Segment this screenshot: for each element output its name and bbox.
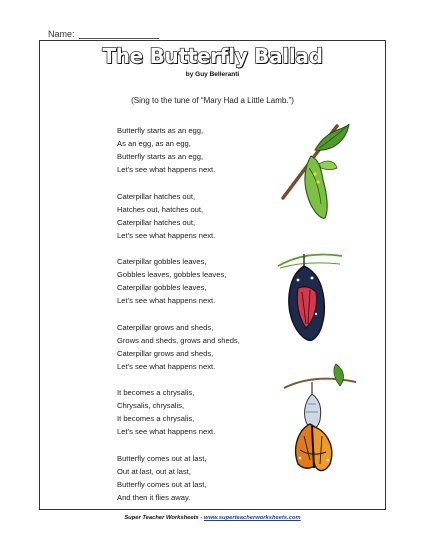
verse-line: As an egg, as an egg, xyxy=(117,139,191,148)
footer-url-link[interactable]: www.superteacherworksheets.com xyxy=(203,515,301,521)
footer-brand: Super Teacher Worksheets xyxy=(124,515,199,521)
verse-line: Butterfly starts as an egg, xyxy=(117,152,204,161)
verse xyxy=(117,124,297,176)
verse-line: Butterfly comes out at last, xyxy=(117,453,207,463)
verse-line: Hatches out, hatches out, xyxy=(117,204,204,214)
verse-line: Chrysalis, chrysalis, xyxy=(117,401,185,410)
verse xyxy=(117,386,297,438)
verses xyxy=(117,124,297,517)
verse-line: Out at last, out at last, xyxy=(117,466,191,476)
emerging-butterfly-illustration xyxy=(282,360,362,490)
dark-chrysalis-illustration xyxy=(276,232,346,352)
verse-line: Butterfly comes out at last, xyxy=(117,479,207,489)
verse-line: Caterpillar gobbles leaves, xyxy=(117,257,207,266)
green-chrysalis-illustration xyxy=(275,118,355,228)
verse-line: Caterpillar hatches out, xyxy=(117,217,196,227)
verse-line: Caterpillar hatches out, xyxy=(117,191,196,201)
verse-line: Let’s see what happens next. xyxy=(117,230,216,240)
verse-line: Butterfly starts as an egg, xyxy=(117,126,204,135)
footer-separator: - xyxy=(198,515,204,521)
verse-line: Gobbles leaves, gobbles leaves, xyxy=(117,270,227,279)
verse xyxy=(117,452,297,504)
verse-line: Caterpillar gobbles leaves, xyxy=(117,283,207,292)
verse-line: Let’s see what happens next. xyxy=(117,165,216,174)
name-field xyxy=(48,29,159,39)
verse xyxy=(117,321,297,373)
verse-line: Let’s see what happens next. xyxy=(117,361,216,371)
name-label: Name: xyxy=(48,29,75,39)
verse xyxy=(117,255,297,307)
verse-line: And then it flies away. xyxy=(117,492,191,502)
tune-note: (Sing to the tune of “Mary Had a Little Lamb.”) xyxy=(131,96,294,105)
page-title: The Butterfly Ballad xyxy=(102,44,323,68)
footer xyxy=(0,515,425,521)
verse-line: Caterpillar grows and sheds, xyxy=(117,348,214,358)
name-blank-line[interactable] xyxy=(79,29,159,39)
verse-line: Caterpillar grows and sheds, xyxy=(117,322,214,332)
verse-line: Let’s see what happens next. xyxy=(117,296,216,305)
verse-line: It becomes a chrysalis, xyxy=(117,414,195,423)
verse xyxy=(117,190,297,242)
verse-line: Let’s see what happens next. xyxy=(117,427,216,436)
verse-line: Grows and sheds, grows and sheds, xyxy=(117,335,240,345)
author-byline: by Guy Belleranti xyxy=(185,71,240,78)
verse-line: It becomes a chrysalis, xyxy=(117,388,195,397)
